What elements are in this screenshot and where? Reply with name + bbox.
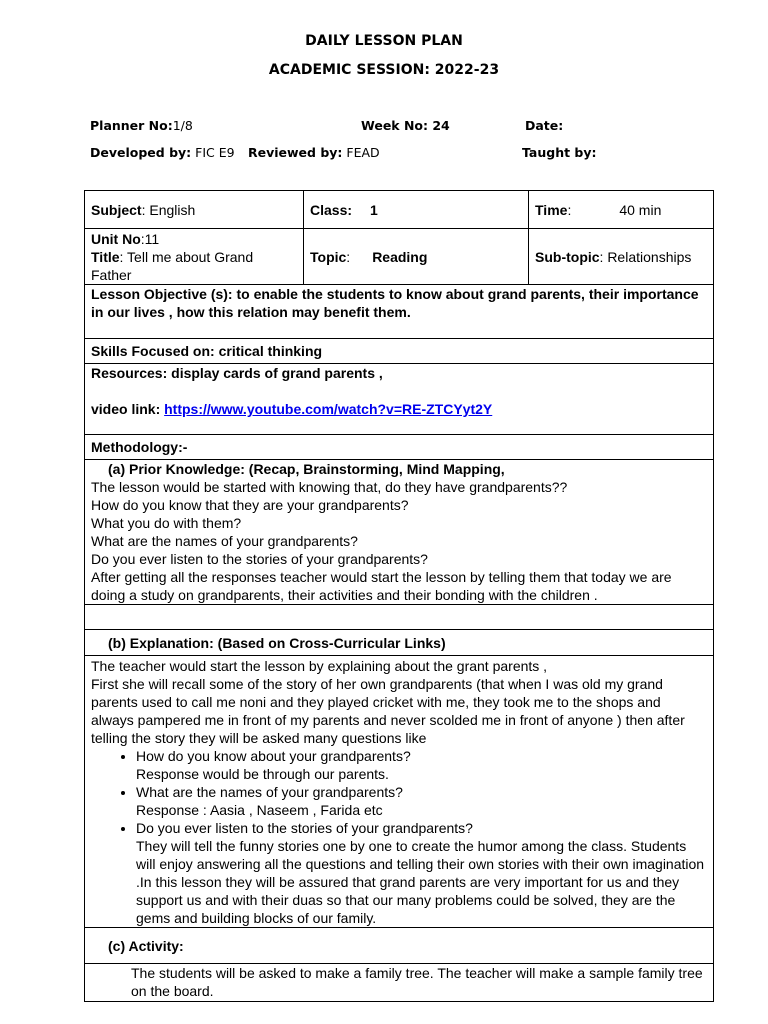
topic-value: Reading <box>372 248 428 265</box>
prior-knowledge-row <box>85 460 714 605</box>
week-no <box>361 118 450 133</box>
week-label: Week No: 24 <box>361 118 450 133</box>
response: Response would be through our parents. <box>136 766 389 782</box>
time-cell <box>529 191 714 229</box>
planner-label: Planner No: <box>90 118 173 133</box>
question: What are the names of your grandparents? <box>136 784 403 800</box>
response: They will tell the funny stories one by one to create the humor among the class. Students will enjoy answering all the questions and telling their own stories with their own imagination .In this lesson they will be assured that grand parents are very important for us and they support us and with their duas so that our many problems could be solved, they are the gems and building blocks of our family. <box>136 838 705 926</box>
explanation-heading: (b) Explanation: (Based on Cross-Curricular Links) <box>108 634 446 651</box>
class-cell <box>304 191 529 229</box>
date-label: Date: <box>525 118 564 133</box>
response: Response : Aasia , Naseem , Farida etc <box>136 802 383 818</box>
activity-row <box>85 964 714 1002</box>
empty-cell <box>85 605 714 630</box>
date-field <box>525 118 563 133</box>
topic-cell <box>304 229 529 285</box>
explanation-intro: The teacher would start the lesson by explaining about the grant parents , <box>91 658 548 674</box>
taught-label: Taught by: <box>522 145 597 160</box>
subject-label: Subject <box>91 201 142 218</box>
unit-cell <box>85 229 304 285</box>
prior-line: What are the names of your grandparents? <box>91 533 358 549</box>
subject-row <box>85 191 714 229</box>
time-colon: : <box>567 201 572 218</box>
prior-line: What you do with them? <box>91 515 242 531</box>
activity-heading-row <box>85 928 714 964</box>
academic-session: ACADEMIC SESSION: 2022-23 <box>268 62 500 78</box>
class-value: 1 <box>370 201 378 218</box>
time-label: Time <box>535 201 568 218</box>
class-label: Class: <box>310 201 353 218</box>
lesson-title <box>91 248 297 284</box>
list-item <box>136 783 707 819</box>
video-label: video link: <box>91 401 161 417</box>
list-item <box>136 747 707 783</box>
subtopic-label: Sub-topic <box>535 248 600 265</box>
subtopic-cell <box>529 229 714 285</box>
time-value: 40 min <box>619 201 662 218</box>
unit-value: :11 <box>140 231 160 247</box>
unit-no <box>91 230 297 248</box>
prior-knowledge-heading: (a) Prior Knowledge: (Recap, Brainstorming, Mind Mapping, <box>108 461 505 477</box>
explanation-row <box>85 656 714 928</box>
objective-row <box>85 285 714 339</box>
prior-line: The lesson would be started with knowing that, do they have grandparents?? <box>91 479 568 495</box>
spacer-row <box>85 605 714 630</box>
taught-by <box>522 145 597 160</box>
reviewed-value: FEAD <box>346 145 380 160</box>
activity-text: The students will be asked to make a family tree. The teacher will make a sample family tree on the board. <box>131 965 703 999</box>
developed-by <box>90 145 235 160</box>
developed-value: FIC E9 <box>195 145 235 160</box>
methodology-row <box>85 435 714 460</box>
skills-focused: Skills Focused on: critical thinking <box>85 339 714 364</box>
lesson-objective: Lesson Objective (s): to enable the students to know about grand parents, their importance in our lives , how this relation may benefit them. <box>85 285 714 339</box>
prior-line: How do you know that they are your grandparents? <box>91 497 409 513</box>
reviewed-label: Reviewed by: <box>248 145 343 160</box>
list-item <box>136 819 707 927</box>
explanation-story: First she will recall some of the story of her own grandparents (that when I was old my grand parents used to call me noni and they played cricket with me, they took me to the shops and always pampered me in front of my parents and never scolded me in front of anyone ) then after telling the story they will be asked many questions like <box>91 676 685 746</box>
subtopic-value: : Relationships <box>599 248 692 265</box>
explanation-cell <box>85 656 714 928</box>
document-title: DAILY LESSON PLAN <box>305 33 463 49</box>
explanation-heading-cell <box>85 630 714 656</box>
explanation-heading-row <box>85 630 714 656</box>
question: Do you ever listen to the stories of your grandparents? <box>136 820 473 836</box>
resources-cell <box>85 364 714 435</box>
activity-heading: (c) Activity: <box>108 937 184 954</box>
skills-row <box>85 339 714 364</box>
methodology-heading: Methodology:- <box>85 435 714 460</box>
title-label: Title <box>91 249 120 265</box>
prior-knowledge-cell <box>85 460 714 605</box>
planner-value: 1/8 <box>172 118 193 133</box>
title-value: : Tell me about Grand Father <box>91 249 254 283</box>
question-list <box>91 747 707 927</box>
unit-row <box>85 229 714 285</box>
topic-label: Topic <box>310 248 347 265</box>
unit-label: Unit No <box>91 231 141 247</box>
reviewed-by <box>248 145 380 160</box>
question: How do you know about your grandparents? <box>136 748 411 764</box>
subject-value: : English <box>141 201 196 218</box>
prior-line: After getting all the responses teacher would start the lesson by telling them that today we are doing a study on grandparents, their activities and their bonding with the children . <box>91 569 672 603</box>
prior-line: Do you ever listen to the stories of your grandparents? <box>91 551 428 567</box>
activity-cell <box>85 964 714 1002</box>
developed-label: Developed by: <box>90 145 192 160</box>
topic-colon: : <box>346 248 351 265</box>
resources-row <box>85 364 714 435</box>
activity-heading-cell <box>85 928 714 964</box>
video-link[interactable]: https://www.youtube.com/watch?v=RE-ZTCYyt2Y <box>164 401 493 417</box>
subject-cell <box>85 191 304 229</box>
resources-text: Resources: display cards of grand parents , <box>91 365 383 381</box>
lesson-plan-table <box>84 190 714 1002</box>
planner-no <box>90 118 193 133</box>
